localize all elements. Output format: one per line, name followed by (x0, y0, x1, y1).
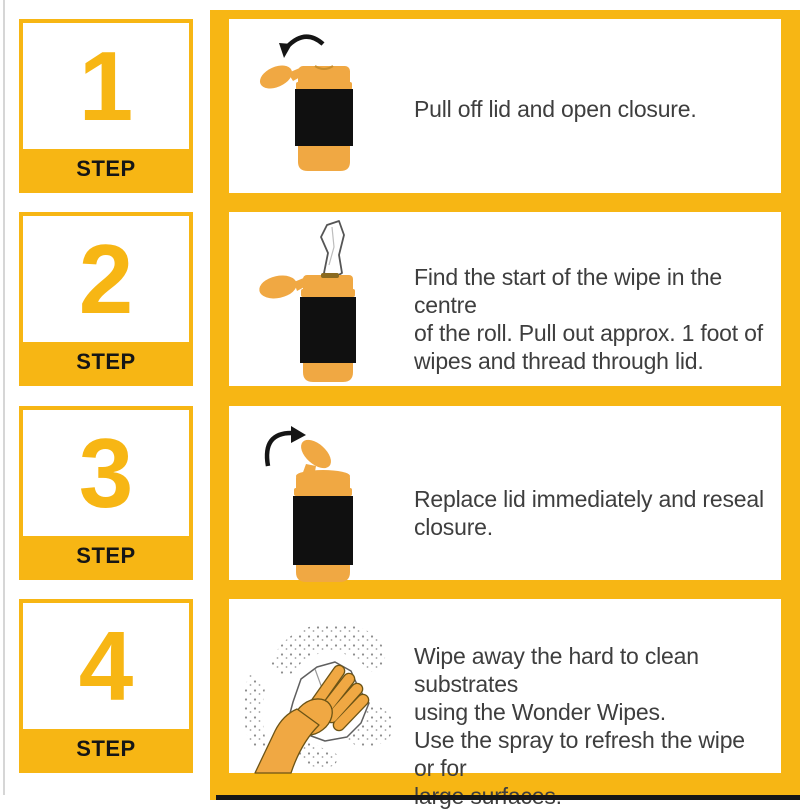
instruction-line: Wipe away the hard to clean substrates (414, 643, 699, 697)
step-2-number: 2 (78, 223, 134, 334)
instruction-line: Pull off lid and open closure. (414, 96, 697, 122)
instruction-line: wipes and thread through lid. (414, 348, 704, 374)
step-2-number-box (19, 212, 193, 386)
instruction-line: of the roll. Pull out approx. 1 foot of (414, 320, 763, 346)
instruction-line: Use the spray to refresh the wipe or for (414, 727, 745, 781)
step-1-number: 1 (78, 30, 134, 141)
step-1-instruction-text (414, 95, 767, 123)
instruction-line: closure. (414, 514, 493, 540)
step-3-number-box (19, 406, 193, 580)
wipes-canister-wipe-pulled-out-icon (249, 215, 399, 385)
step-4-label: STEP (23, 729, 189, 769)
step-4-instruction-box (229, 599, 781, 781)
wipes-canister-lid-closing-icon (249, 412, 399, 582)
step-1-instruction-box (229, 19, 781, 193)
left-edge-artifact-line (3, 0, 5, 795)
step-4-instruction-text (414, 642, 767, 810)
bottom-black-line (216, 795, 800, 800)
instruction-line: Find the start of the wipe in the centre (414, 264, 722, 318)
step-4-number: 4 (78, 610, 134, 721)
hand-wiping-surface-icon (235, 607, 405, 773)
step-3-instruction-box (229, 406, 781, 580)
wipes-canister-lid-pulled-open-icon (249, 27, 399, 187)
step-2-label: STEP (23, 342, 189, 382)
step-3-instruction-text (414, 485, 767, 541)
step-1-number-box (19, 19, 193, 193)
instruction-line: using the Wonder Wipes. (414, 699, 666, 725)
instruction-line: Replace lid immediately and reseal (414, 486, 764, 512)
step-3-number: 3 (78, 417, 134, 528)
step-1-label: STEP (23, 149, 189, 189)
step-2-instruction-text (414, 263, 767, 375)
step-3-label: STEP (23, 536, 189, 576)
step-2-instruction-box (229, 212, 781, 386)
step-4-number-box (19, 599, 193, 773)
instructions-panel (210, 10, 800, 800)
